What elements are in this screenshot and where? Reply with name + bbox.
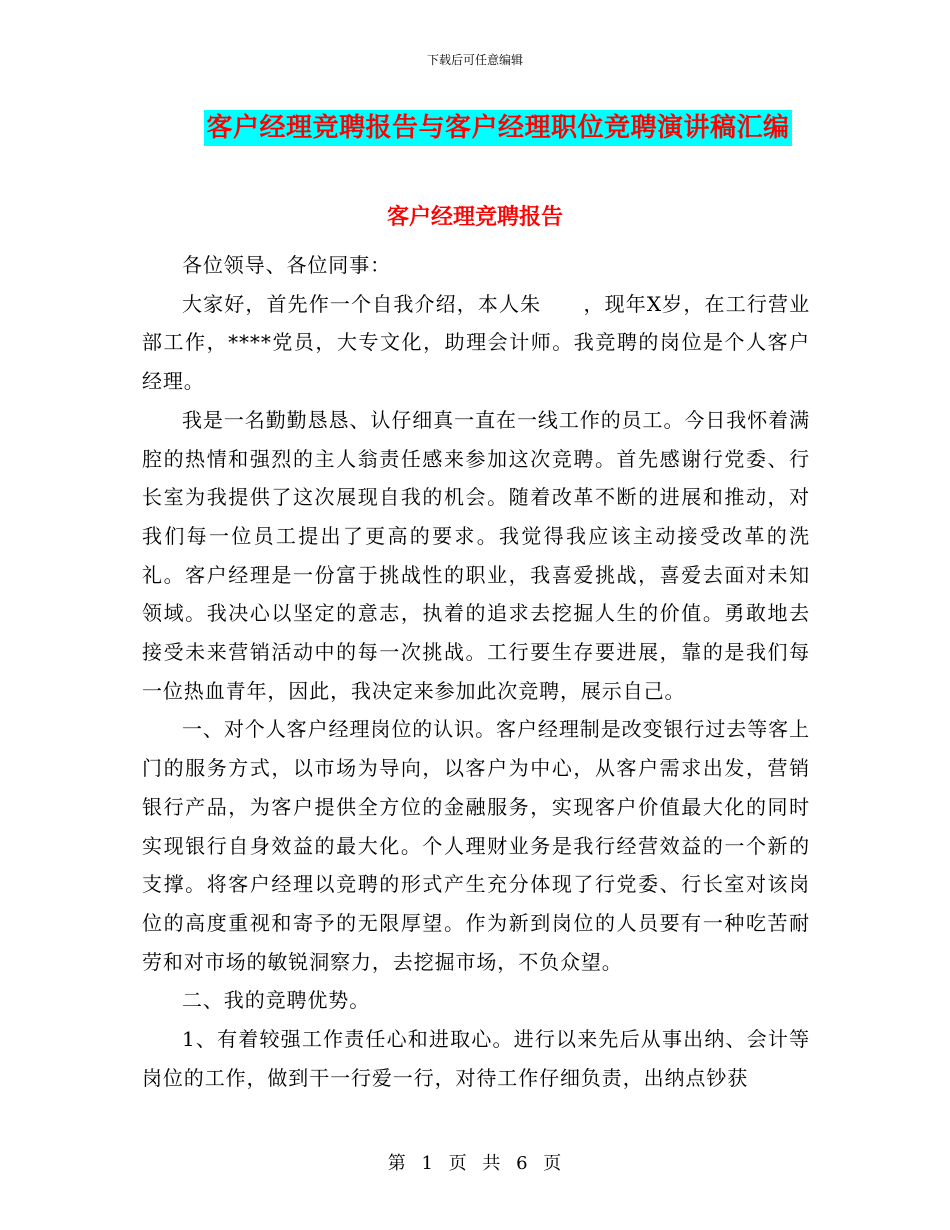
footer-prefix: 第 xyxy=(387,1153,407,1174)
footer-total-word: 共 xyxy=(482,1153,502,1174)
current-page-number: 1 xyxy=(421,1153,434,1174)
paragraph: 1、有着较强工作责任心和进取心。进行以来先后从事出纳、会计等岗位的工作，做到干一行爱一行，对待工作仔细负责，出纳点钞获 xyxy=(142,1027,810,1090)
total-page-count: 6 xyxy=(516,1153,529,1174)
section-title: 客户经理竞聘报告 xyxy=(386,204,563,230)
paragraph: 各位领导、各位同事： xyxy=(182,253,391,277)
main-title-wrap xyxy=(0,110,950,146)
header-note: 下载后可任意编辑 xyxy=(426,53,523,67)
document-title: 客户经理竞聘报告与客户经理职位竞聘演讲稿汇编 xyxy=(204,110,791,146)
footer-suffix: 页 xyxy=(543,1153,563,1174)
document-body xyxy=(142,246,810,1097)
paragraph: 二、我的竞聘优势。 xyxy=(182,988,371,1013)
page-footer xyxy=(0,1152,950,1176)
paragraph: 一、对个人客户经理岗位的认识。客户经理制是改变银行过去等客上门的服务方式，以市场为导向，以客户为中心，从客户需求出发，营销银行产品，为客户提供全方位的金融服务，实现客户价值最大化的同时实现银行自身效益的最大化。个人理财业务是我行经营效益的一个新的支撑。将客户经理以竞聘的形式产生充分体现了行党委、行长室对该岗位的高度重视和寄予的无限厚望。作为新到岗位的人员要有一种吃苦耐劳和对市场的敏锐洞察力，去挖掘市场，不负众望。 xyxy=(142,717,810,974)
footer-page-word: 页 xyxy=(448,1153,468,1174)
paragraph: 我是一名勤勤恳恳、认仔细真一直在一线工作的员工。今日我怀着满腔的热情和强烈的主人翁责任感来参加这次竞聘。首先感谢行党委、行长室为我提供了这次展现自我的机会。随着改革不断的进展和推动，对我们每一位员工提出了更高的要求。我觉得我应该主动接受改革的洗礼。客户经理是一份富于挑战性的职业，我喜爱挑战，喜爱去面对未知领域。我决心以坚定的意志，执着的追求去挖掘人生的价值。勇敢地去接受未来营销活动中的每一次挑战。工行要生存要进展，靠的是我们每一位热血青年，因此，我决定来参加此次竞聘，展示自己。 xyxy=(142,407,810,703)
paragraph: 大家好，首先作一个自我介绍，本人朱 ，现年X岁，在工行营业部工作，****党员，大专文化，助理会计师。我竞聘的岗位是个人客户经理。 xyxy=(142,291,810,394)
